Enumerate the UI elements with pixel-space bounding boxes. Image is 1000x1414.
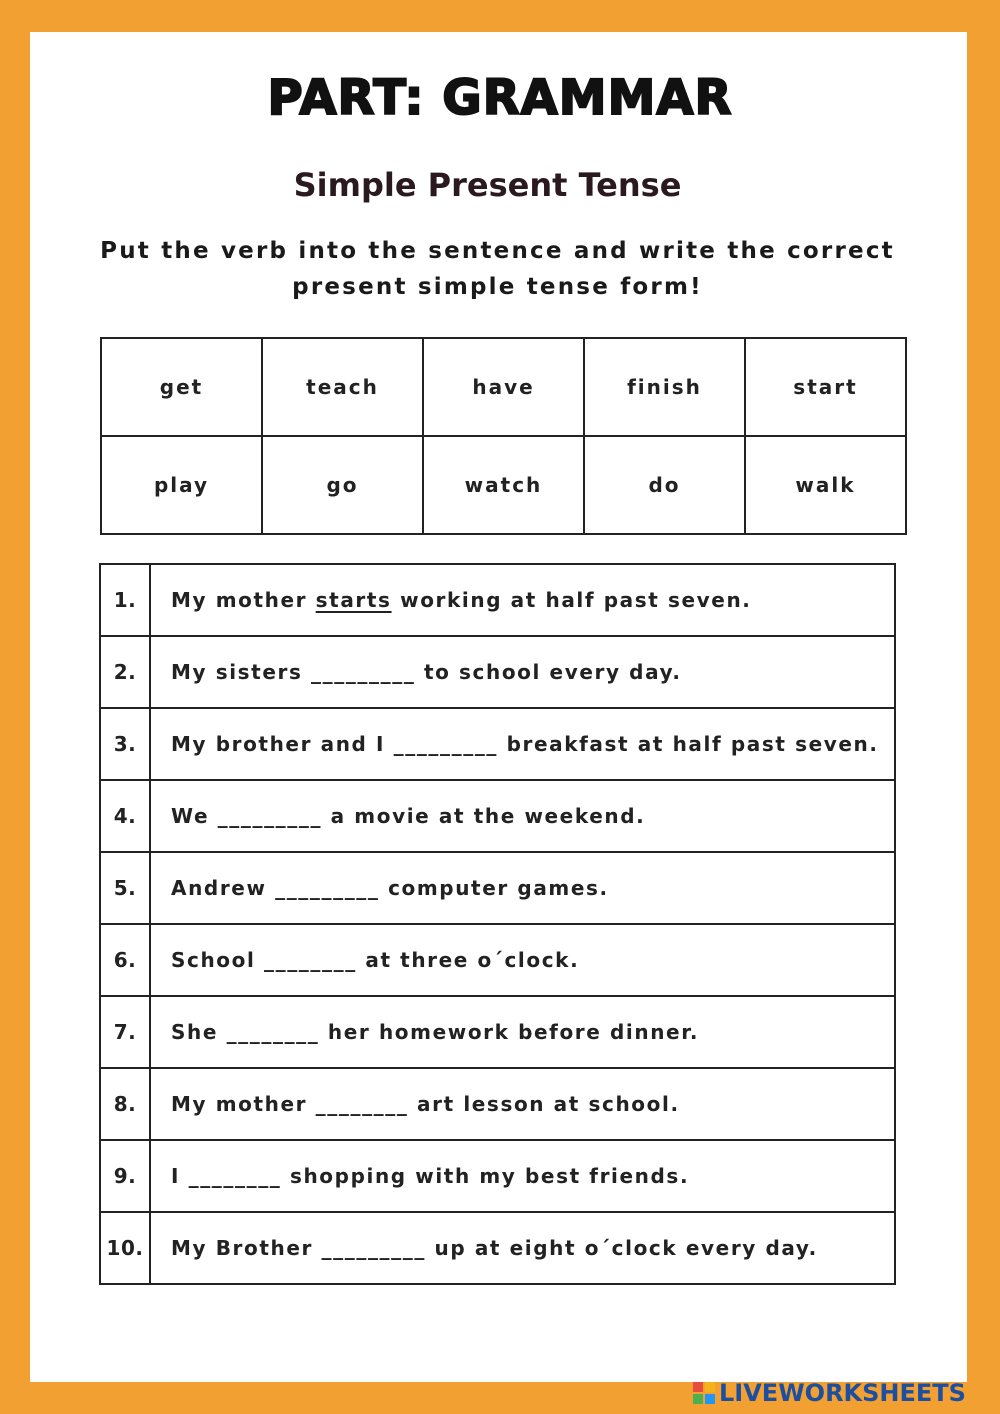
exercise-sentence[interactable]: I ________ shopping with my best friends.: [150, 1140, 895, 1212]
sentence-text: working at half past seven.: [391, 588, 752, 612]
exercise-number: 8.: [100, 1068, 150, 1140]
exercise-number: 7.: [100, 996, 150, 1068]
verb-row: [101, 436, 906, 534]
exercise-number: 4.: [100, 780, 150, 852]
verb-cell: start: [745, 338, 906, 436]
verb-row: [101, 338, 906, 436]
exercise-row: [100, 564, 895, 636]
exercise-number: 2.: [100, 636, 150, 708]
exercise-row: [100, 1212, 895, 1284]
verb-cell: teach: [262, 338, 423, 436]
logo-square-red: [693, 1382, 703, 1392]
exercise-number: 6.: [100, 924, 150, 996]
logo-square-yellow: [705, 1382, 715, 1392]
exercise-number: 1.: [100, 564, 150, 636]
verb-bank: [100, 337, 907, 535]
logo-square-green: [693, 1394, 703, 1404]
exercise-sentence[interactable]: My Brother _________ up at eight o´clock every day.: [150, 1212, 895, 1284]
exercise-sentence[interactable]: My sisters _________ to school every day.: [150, 636, 895, 708]
verb-cell: have: [423, 338, 584, 436]
instruction-line-1: Put the verb into the sentence and write the correct: [100, 238, 895, 264]
exercise-row: [100, 852, 895, 924]
logo-text: LIVEWORKSHEETS: [719, 1379, 966, 1407]
exercise-row: [100, 708, 895, 780]
exercise-sentence[interactable]: School ________ at three o´clock.: [150, 924, 895, 996]
exercise-sentence: [150, 564, 895, 636]
verb-cell: finish: [584, 338, 745, 436]
exercise-number: 10.: [100, 1212, 150, 1284]
exercise-number: 5.: [100, 852, 150, 924]
exercise-row: [100, 996, 895, 1068]
instructions: [0, 233, 995, 305]
verb-cell: watch: [423, 436, 584, 534]
logo-icon-svg: [693, 1382, 715, 1404]
exercise-sentence[interactable]: She ________ her homework before dinner.: [150, 996, 895, 1068]
verb-cell: go: [262, 436, 423, 534]
verb-cell: get: [101, 338, 262, 436]
instruction-line-2: present simple tense form!: [292, 274, 703, 300]
exercise-sentence[interactable]: We _________ a movie at the weekend.: [150, 780, 895, 852]
exercise-row: [100, 636, 895, 708]
exercise-row: [100, 1140, 895, 1212]
answer-field[interactable]: starts: [315, 588, 392, 612]
exercise-row: [100, 924, 895, 996]
verb-cell: do: [584, 436, 745, 534]
exercise-table: [99, 563, 896, 1285]
exercise-sentence[interactable]: My mother ________ art lesson at school.: [150, 1068, 895, 1140]
exercise-number: 3.: [100, 708, 150, 780]
sentence-text: My mother: [171, 588, 316, 612]
page-title: PART: GRAMMAR: [267, 70, 733, 126]
verb-cell: play: [101, 436, 262, 534]
page-subtitle: Simple Present Tense: [293, 166, 682, 204]
exercise-row: [100, 780, 895, 852]
liveworksheets-logo-icon: [693, 1382, 715, 1404]
verb-cell: walk: [745, 436, 906, 534]
exercise-row: [100, 1068, 895, 1140]
liveworksheets-logo[interactable]: [693, 1378, 966, 1408]
exercise-number: 9.: [100, 1140, 150, 1212]
logo-square-blue: [705, 1394, 715, 1404]
exercise-sentence[interactable]: Andrew _________ computer games.: [150, 852, 895, 924]
exercise-sentence[interactable]: My brother and I _________ breakfast at half past seven.: [150, 708, 895, 780]
